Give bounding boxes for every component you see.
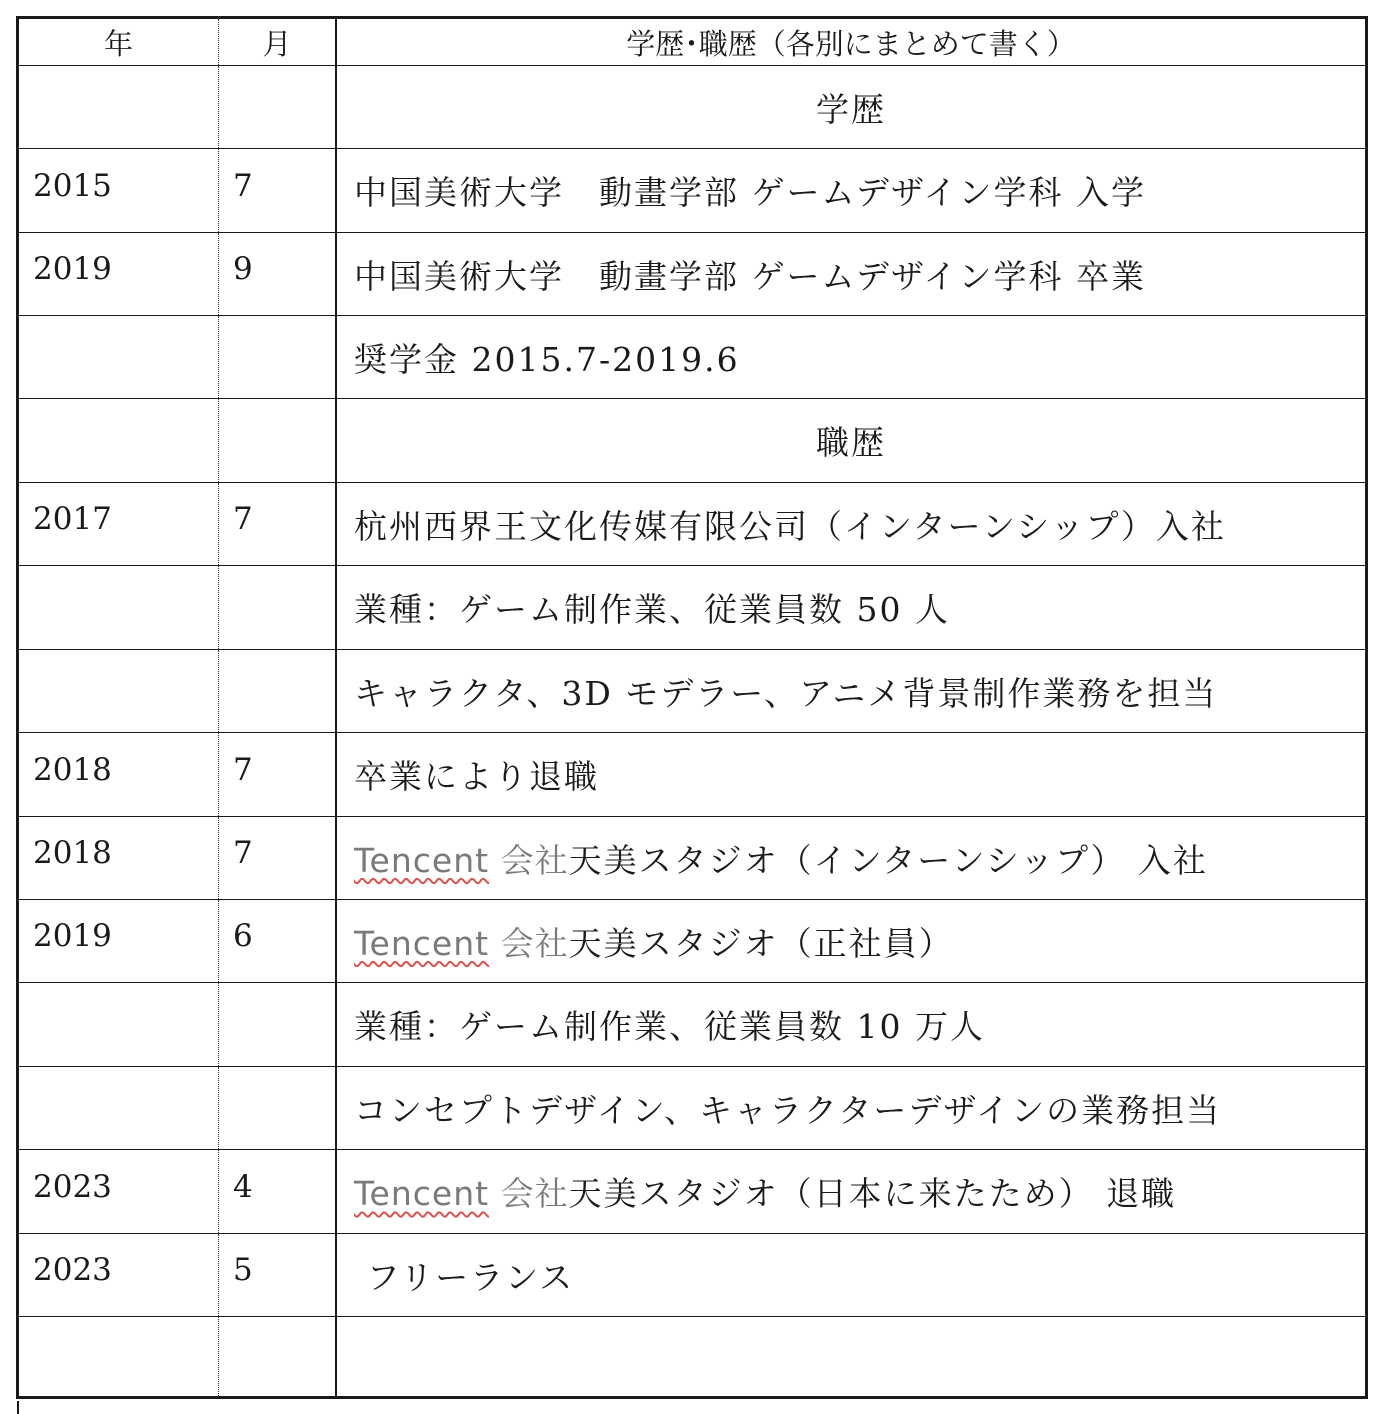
brand-word: Tencent xyxy=(354,1174,490,1213)
year-cell xyxy=(19,566,219,649)
header-year: 年 xyxy=(19,19,219,65)
entry-text: 業種：ゲーム制作業、従業員数 50 人 xyxy=(354,590,950,629)
year-cell: 2018 xyxy=(19,817,219,899)
table-row xyxy=(19,1234,1365,1317)
table-row xyxy=(19,316,1365,399)
table-row xyxy=(19,1067,1365,1150)
section-heading-work: 職歴 xyxy=(816,423,886,462)
table-row xyxy=(19,566,1365,650)
entry-text-rest: 天美スタジオ（正社員） xyxy=(568,923,954,963)
year-cell: 2023 xyxy=(19,1234,219,1316)
entry-text: 中国美術大学 動畫学部 ゲームデザイン学科 入学 xyxy=(354,173,1147,212)
month-cell xyxy=(219,66,337,148)
brand-suffix: 会社 xyxy=(489,923,569,963)
year-cell xyxy=(19,399,219,482)
table-row xyxy=(19,900,1365,983)
entry-text-rest: 天美スタジオ（インターンシップ） 入社 xyxy=(568,840,1208,880)
entry-text: キャラクタ、3D モデラー、アニメ背景制作業務を担当 xyxy=(354,673,1218,713)
month-cell: 7 xyxy=(219,817,337,899)
month-cell xyxy=(219,566,337,649)
section-heading-row xyxy=(19,66,1365,149)
table-row xyxy=(19,483,1365,566)
month-cell: 7 xyxy=(219,149,337,232)
month-cell xyxy=(219,650,337,732)
table-grid xyxy=(19,19,1365,1396)
company-brand xyxy=(354,918,569,965)
entry-text: コンセプトデザイン、キャラクターデザインの業務担当 xyxy=(354,1090,1222,1130)
entry-text: フリーランス xyxy=(354,1257,575,1297)
month-cell xyxy=(219,316,337,398)
month-cell: 7 xyxy=(219,483,337,565)
month-cell: 5 xyxy=(219,1234,337,1316)
entry-text: 業種：ゲーム制作業、従業員数 10 万人 xyxy=(354,1007,985,1046)
table-row xyxy=(19,733,1365,817)
entry-text: 卒業により退職 xyxy=(354,757,599,796)
entry-text-rest: 天美スタジオ（日本に来たため） 退職 xyxy=(568,1174,1177,1213)
year-cell: 2019 xyxy=(19,233,219,315)
company-brand xyxy=(354,1168,569,1215)
table-row xyxy=(19,233,1365,316)
year-cell xyxy=(19,66,219,148)
month-cell: 7 xyxy=(219,733,337,816)
table-row xyxy=(19,983,1365,1067)
table-row xyxy=(19,650,1365,733)
month-cell xyxy=(219,1067,337,1149)
brand-suffix: 会社 xyxy=(489,840,569,880)
brand-suffix: 会社 xyxy=(489,1174,569,1213)
entry-text: 杭州西界王文化传媒有限公司（インターンシップ）入社 xyxy=(354,506,1226,546)
company-brand xyxy=(354,835,569,882)
year-cell: 2019 xyxy=(19,900,219,982)
year-cell: 2017 xyxy=(19,483,219,565)
page-edge-mark xyxy=(17,1401,19,1414)
year-cell: 2018 xyxy=(19,733,219,816)
month-cell: 4 xyxy=(219,1150,337,1233)
table-row xyxy=(19,1150,1365,1234)
entry-text xyxy=(337,1317,1365,1396)
header-content: 学歴･職歴（各別にまとめて書く） xyxy=(626,26,1076,61)
entry-text xyxy=(337,817,1365,899)
year-cell xyxy=(19,983,219,1066)
month-cell xyxy=(219,399,337,482)
table-row xyxy=(19,149,1365,233)
table-row xyxy=(19,817,1365,900)
brand-word: Tencent xyxy=(354,840,490,880)
year-cell xyxy=(19,1067,219,1149)
section-heading-education: 学歴 xyxy=(816,89,886,129)
year-cell: 2015 xyxy=(19,149,219,232)
brand-word: Tencent xyxy=(354,923,490,963)
entry-text xyxy=(337,900,1365,982)
table-row-empty xyxy=(19,1317,1365,1396)
entry-text: 中国美術大学 動畫学部 ゲームデザイン学科 卒業 xyxy=(354,256,1147,296)
table-header-row xyxy=(19,19,1365,66)
month-cell: 6 xyxy=(219,900,337,982)
month-cell xyxy=(219,1317,337,1396)
section-heading-row xyxy=(19,399,1365,483)
year-cell: 2023 xyxy=(19,1150,219,1233)
month-cell: 9 xyxy=(219,233,337,315)
header-month: 月 xyxy=(219,19,337,65)
year-cell xyxy=(19,316,219,398)
year-cell xyxy=(19,650,219,732)
month-cell xyxy=(219,983,337,1066)
year-cell xyxy=(19,1317,219,1396)
entry-text xyxy=(337,1150,1365,1233)
history-table xyxy=(16,16,1368,1399)
entry-text: 奨学金 2015.7-2019.6 xyxy=(354,339,740,379)
